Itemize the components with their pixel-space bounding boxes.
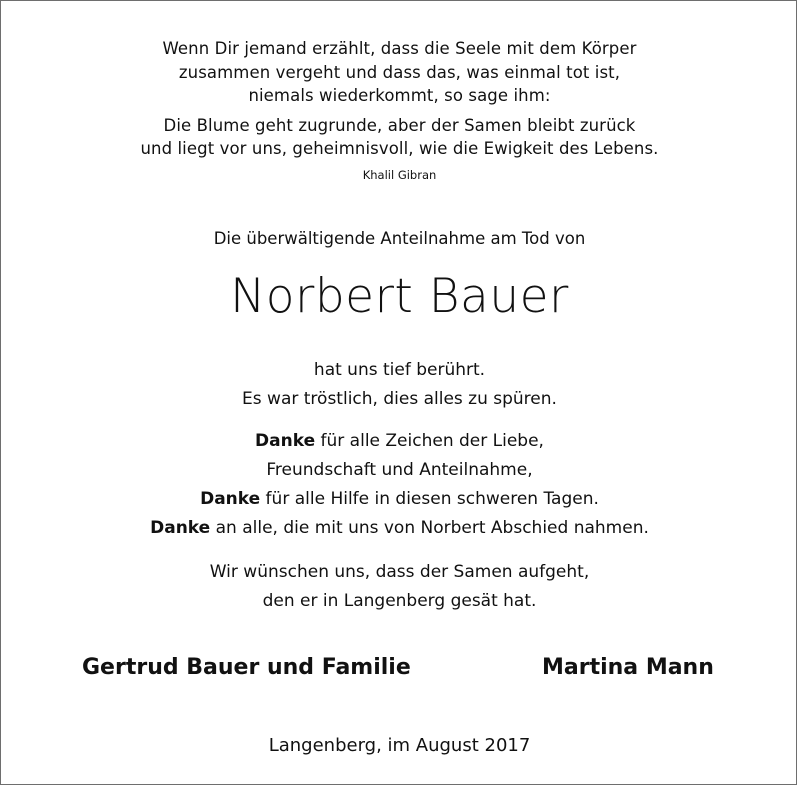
wish-line-1: Wir wünschen uns, dass der Samen aufgeht, bbox=[209, 562, 590, 582]
quote-line-5: und liegt vor uns, geheimnisvoll, wie die Ewigkeit des Lebens. bbox=[140, 139, 659, 158]
thanks-bold-3: Danke bbox=[150, 518, 211, 538]
thanks-bold-2: Danke bbox=[200, 489, 261, 509]
thanks-line-3 bbox=[1, 518, 797, 538]
deceased-name: Norbert Bauer bbox=[230, 269, 569, 324]
thanks-text-3: an alle, die mit uns von Norbert Abschied nahmen. bbox=[210, 518, 649, 538]
quote-line-1: Wenn Dir jemand erzählt, dass die Seele mit dem Körper bbox=[162, 39, 637, 58]
quote-line-4: Die Blume geht zugrunde, aber der Samen bleibt zurück bbox=[163, 116, 636, 135]
signature-right: Martina Mann bbox=[542, 655, 714, 680]
thanks-line-1-cont: Freundschaft und Anteilnahme, bbox=[266, 460, 533, 480]
thanks-bold-1: Danke bbox=[255, 431, 316, 451]
message-line-2: Es war tröstlich, dies alles zu spüren. bbox=[242, 389, 557, 409]
message-line-1: hat uns tief berührt. bbox=[313, 360, 486, 380]
thanks-text-2: für alle Hilfe in diesen schweren Tagen. bbox=[260, 489, 599, 509]
quote-author: Khalil Gibran bbox=[362, 168, 437, 182]
thanks-text-1: für alle Zeichen der Liebe, bbox=[315, 431, 544, 451]
wish-line-2: den er in Langenberg gesät hat. bbox=[262, 591, 537, 611]
thanks-line-2 bbox=[1, 489, 797, 509]
intro-text: Die überwältigende Anteilnahme am Tod von bbox=[213, 229, 586, 248]
place-date: Langenberg, im August 2017 bbox=[268, 735, 531, 756]
quote-line-2: zusammen vergeht und dass das, was einmal tot ist, bbox=[178, 63, 621, 82]
signature-left: Gertrud Bauer und Familie bbox=[82, 655, 411, 680]
quote-line-3: niemals wiederkommt, so sage ihm: bbox=[248, 86, 551, 105]
thanks-line-1 bbox=[1, 431, 797, 451]
